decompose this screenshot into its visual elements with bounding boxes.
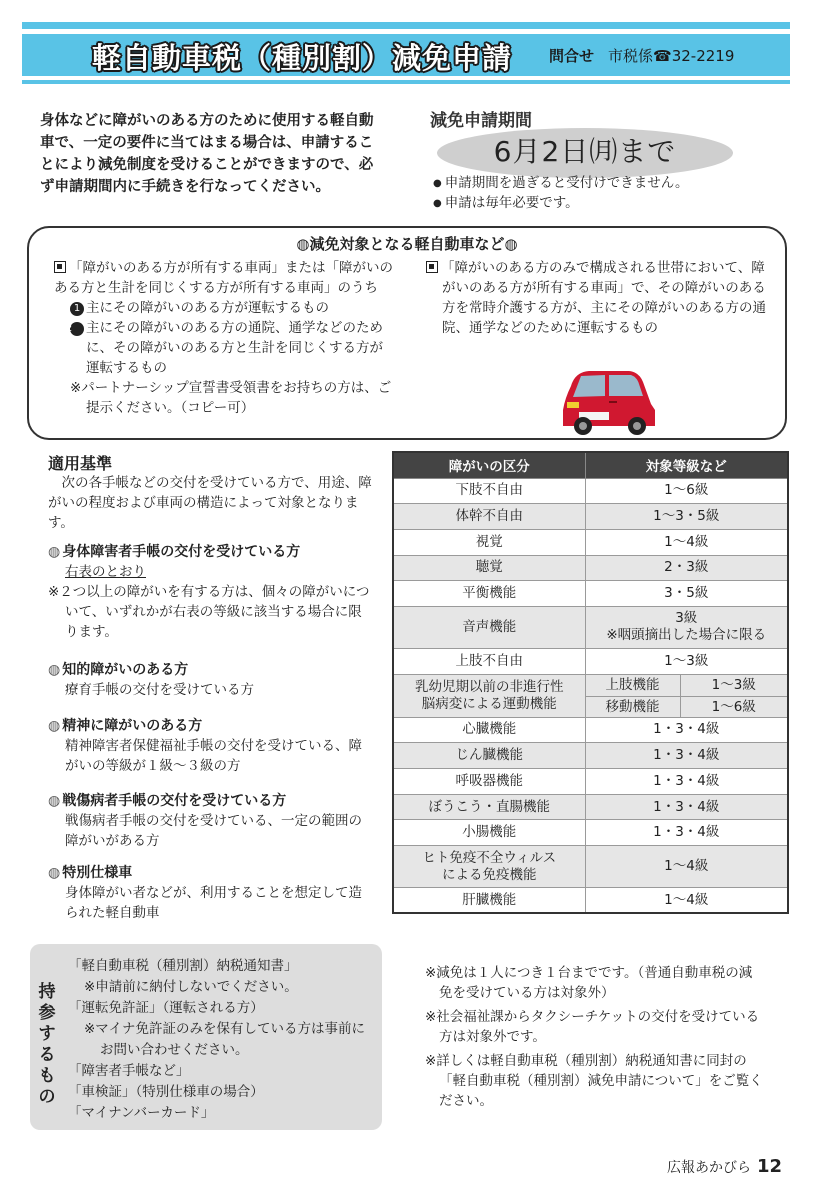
additional-notes (425, 963, 765, 1115)
table-row: 呼吸器機能 1・3・4級 (393, 769, 788, 795)
column-header: 障がいの区分 (393, 452, 585, 478)
table-row: 上肢不自由 1～3級 (393, 648, 788, 674)
page-footer (667, 1156, 782, 1177)
table-row: ぼうこう・直腸機能 1・3・4級 (393, 794, 788, 820)
section-body: 身体障がい者などが、利用することを想定して造られた軽自動車 (65, 885, 362, 921)
period-note: ● 申請は毎年必要です。 (433, 194, 689, 214)
note-item: ※社会福祉課からタクシーチケットの交付を受けている方は対象外です。 (425, 1009, 760, 1045)
table-row: 肝臓機能 1～4級 (393, 888, 788, 914)
table-row: 体幹不自由 1～3・5級 (393, 504, 788, 530)
table-row: 小腸機能 1・3・4級 (393, 820, 788, 846)
column-header: 対象等級など (585, 452, 788, 478)
table-row: 視覚 1～4級 (393, 529, 788, 555)
bring-item: 「車検証」（特別仕様車の場合） (68, 1084, 264, 1100)
target-vehicles-box (27, 226, 787, 440)
basis-section (48, 791, 373, 851)
target-right-text: 「障がいのある方のみで構成される世帯において、障がいのある方が所有する車両」で、その障がいのある方を常時介護する方が、主にその障がいのある方の通院、通学などのために運転するもの (426, 258, 771, 338)
target-heading: ◍減免対象となる軽自動車など◍ (296, 235, 518, 253)
section-heading: ◍ 戦傷病者手帳の交付を受けている方 (48, 791, 373, 811)
basis-section (48, 716, 373, 776)
car-icon (559, 368, 659, 438)
note-item: ※詳しくは軽自動車税（種別割）納税通知書に同封の「軽自動車税（種別割）減免申請について」をご覧ください。 (425, 1053, 763, 1109)
publication-name: 広報あかびら (667, 1160, 751, 1176)
bring-item-note: ※申請前に納付しないでください。 (84, 979, 298, 995)
intro-text: 身体などに障がいのある方のために使用する軽自動車で、一定の要件に当てはまる場合は、申請することにより減免制度を受けることができますので、必ず申請期間内に手続きを行なってください。 (40, 113, 374, 195)
contact-info (549, 45, 734, 66)
items-to-bring-list (68, 956, 378, 1124)
bring-item: 「障害者手帳など」 (68, 1063, 190, 1079)
page-number: 12 (757, 1156, 783, 1177)
section-link-text: 右表のとおり (65, 564, 146, 580)
bring-item: 「運転免許証」（運転される方） (68, 1000, 264, 1016)
table-row: じん臓機能 1・3・4級 (393, 743, 788, 769)
target-right-column (426, 258, 771, 338)
basis-section (48, 660, 373, 700)
table-row: 心臓機能 1・3・4級 (393, 717, 788, 743)
note-item: ※減免は１人につき１台までです。（普通自動車税の減免を受けている方は対象外） (425, 965, 753, 1001)
table-row: ヒト免疫不全ウィルス による免疫機能 1～4級 (393, 846, 788, 888)
checkbox-icon (426, 261, 438, 273)
table-row: 乳幼児期以前の非進行性 脳病変による運動機能 上肢機能 1～3級 移動機能 1～6級 (393, 674, 788, 717)
basis-body: 次の各手帳などの交付を受けている方で、用途、障がいの程度および車両の構造によって対象となります。 (48, 475, 372, 531)
target-item: 1 主にその障がいのある方が運転するもの (54, 298, 394, 318)
table-row: 下肢不自由 1～6級 (393, 478, 788, 504)
number-icon: 1 (70, 302, 84, 316)
page-title: 軽自動車税（種別割）減免申請 (92, 41, 513, 75)
section-heading: ◍ 知的障がいのある方 (48, 660, 373, 680)
items-to-bring-label: 持参するもの (38, 982, 56, 1107)
target-left-column (54, 258, 394, 418)
disability-grade-table (392, 451, 789, 914)
section-heading: ◍ 精神に障がいのある方 (48, 716, 373, 736)
period-notes (433, 174, 689, 214)
bring-item: 「マイナンバーカード」 (68, 1105, 215, 1121)
basis-section (48, 863, 373, 923)
table-header-row (393, 452, 788, 478)
section-body: 精神障害者保健福祉手帳の交付を受けている、障がいの等級が１級～３級の方 (65, 738, 362, 774)
section-heading: ◍ 特別仕様車 (48, 863, 373, 883)
section-heading: ◍ 身体障害者手帳の交付を受けている方 (48, 542, 373, 562)
table-row: 聴覚 2・3級 (393, 555, 788, 581)
period-date: 6月2日㈪まで (493, 135, 677, 168)
bring-item-note: ※マイナ免許証のみを保有している方は事前にお問い合わせください。 (84, 1021, 366, 1058)
title-bar-top (22, 22, 790, 29)
title-band (22, 22, 790, 82)
bring-item: 「軽自動車税（種別割）納税通知書」 (68, 958, 298, 974)
target-item: 2 主にその障がいのある方の通院、通学などのために、その障がいのある方と生計を同じくする方が運転するもの (65, 320, 383, 376)
items-to-bring-box (30, 944, 382, 1130)
number-icon: 2 (70, 322, 84, 336)
section-note: ※２つ以上の障がいを有する方は、個々の障がいについて、いずれかが右表の等級に該当する場合に限ります。 (48, 584, 370, 640)
period-label: 減免申請期間 (430, 111, 532, 131)
target-left-title: 「障がいのある方が所有する車両」または「障がいのある方と生計を同じくする方が所有する車両」のうち (54, 260, 393, 296)
period-note: ● 申請期間を過ぎると受付けできません。 (433, 174, 689, 194)
basis-title: 適用基準 (48, 454, 113, 473)
table-row: 平衡機能 3・5級 (393, 581, 788, 607)
contact-label: 問合せ (549, 47, 595, 65)
title-bar-bottom (22, 80, 790, 84)
partnership-note: ※パートナーシップ宣誓書受領書をお持ちの方は、ご提示ください。（コピー可） (70, 380, 392, 416)
contact-value: 市税係☎32-2219 (608, 47, 735, 65)
table-row: 音声機能 3級 ※咽頭摘出した場合に限る (393, 606, 788, 648)
section-body: 戦傷病者手帳の交付を受けている、一定の範囲の障がいがある方 (65, 813, 362, 849)
basis-section (48, 542, 373, 642)
checkbox-icon (54, 261, 66, 273)
section-body: 療育手帳の交付を受けている方 (65, 682, 254, 698)
